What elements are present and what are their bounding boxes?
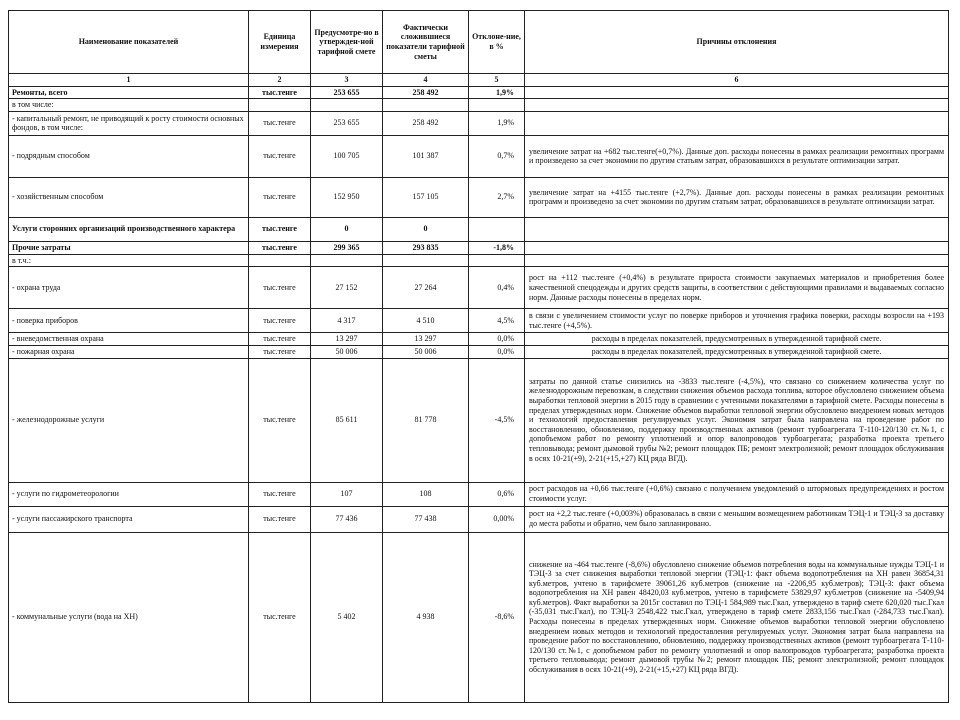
table-row: [9, 482, 949, 506]
row-deviation-cell: -1,8%: [469, 241, 525, 254]
row-name-cell: - железнодорожные услуги: [9, 358, 249, 482]
row-reason-cell: [525, 241, 949, 254]
header-actual: Фактически сложившиеся показатели тарифной сметы: [383, 11, 469, 74]
table-row: [9, 358, 949, 482]
row-reason-cell: [525, 99, 949, 112]
column-number: 4: [383, 74, 469, 87]
row-deviation-cell: 2,7%: [469, 177, 525, 217]
row-name-cell: - услуги пассажирского транспорта: [9, 506, 249, 532]
row-actual-cell: 258 492: [383, 111, 469, 135]
row-planned-cell: 107: [311, 482, 383, 506]
row-reason-cell: [525, 254, 949, 267]
row-unit-cell: тыс.тенге: [249, 135, 311, 177]
row-deviation-cell: [469, 217, 525, 241]
row-actual-cell: 293 835: [383, 241, 469, 254]
header-unit: Единица измерения: [249, 11, 311, 74]
table-row: [9, 532, 949, 702]
column-number: 3: [311, 74, 383, 87]
column-number: 6: [525, 74, 949, 87]
row-name-cell: - охрана труда: [9, 267, 249, 309]
row-planned-cell: 4 317: [311, 309, 383, 333]
row-reason-cell: [525, 111, 949, 135]
row-planned-cell: [311, 254, 383, 267]
row-name-cell: - капитальный ремонт, не приводящий к росту стоимости основных фондов, в том числе:: [9, 111, 249, 135]
row-actual-cell: [383, 99, 469, 112]
table-row: [9, 99, 949, 112]
row-name-cell: Прочие затраты: [9, 241, 249, 254]
table-row: [9, 345, 949, 358]
row-name-cell: - поверка приборов: [9, 309, 249, 333]
row-reason-cell: [525, 217, 949, 241]
row-deviation-cell: 0,0%: [469, 345, 525, 358]
deviation-report-sheet: [8, 10, 948, 703]
row-name-cell: - услуги по гидрометеорологии: [9, 482, 249, 506]
row-unit-cell: тыс.тенге: [249, 267, 311, 309]
row-name-cell: - вневедомственная охрана: [9, 333, 249, 346]
table-row: [9, 254, 949, 267]
table-row: [9, 135, 949, 177]
row-deviation-cell: 0,0%: [469, 333, 525, 346]
row-planned-cell: 50 006: [311, 345, 383, 358]
row-actual-cell: [383, 254, 469, 267]
row-actual-cell: 50 006: [383, 345, 469, 358]
row-deviation-cell: 0,4%: [469, 267, 525, 309]
table-row: [9, 217, 949, 241]
row-unit-cell: тыс.тенге: [249, 358, 311, 482]
row-deviation-cell: [469, 99, 525, 112]
row-name-cell: в том числе:: [9, 99, 249, 112]
row-name-cell: Ремонты, всего: [9, 86, 249, 99]
row-unit-cell: тыс.тенге: [249, 532, 311, 702]
table-row: [9, 86, 949, 99]
row-reason-cell: расходы в пределах показателей, предусмотренных в утвержденной тарифной смете.: [525, 345, 949, 358]
row-planned-cell: 100 705: [311, 135, 383, 177]
row-planned-cell: 13 297: [311, 333, 383, 346]
row-actual-cell: 13 297: [383, 333, 469, 346]
row-reason-cell: в связи с увеличением стоимости услуг по поверке приборов и уточнения графика поверки, расходы возросли на +193 тыс.тенге (+4,5%).: [525, 309, 949, 333]
row-reason-cell: снижение на -464 тыс.тенге (-8,6%) обусловлено снижение объемов потребления воды на коммунальные нужды ТЭЦ-1 и ТЭЦ-3 за счет снижения выработки тепловой энергии (ТЭЦ-1: факт объема водопотребления на ХН равен 36854,31 куб.метров, учтено в тарифсмете 39061,26 куб.метров (снижение на -2206,95 куб.метров); ТЭЦ-3: факт объема водопотребления на ХН равен 48420,03 куб.метров, учтено в тарифсмете 53829,97 куб.метров (снижение на -5409,94 куб.метров). Факт выработки за 2015г составил по ТЭЦ-1 584,989 тыс.Гкал, утверждено в тариф смете 620,020 тыс.Гкал (-35,031 тыс.Гкал), по ТЭЦ-3 2548,422 тыс.Гкал, утверждено в тариф смете 2833,156 тыс.Гкал (-284,733 тыс.Гкал). Расходы понесены в пределах утвержденных норм. Снижение объемов выработки тепловой энергии обусловлено внедрением новых методов и технологий предоставления регулируемых услуг. Экономия затрат была направлена на проведение работ по восстановлению, обновлению, поддержку производственных активов (ремонт турбоагрегата Т-110-120/130 ст.№1, с допобъемом работ по ремонту уплотнений и опор валопроводов турбоагрегата; разработка проекта третьего тепловывода; ремонт дымовой трубы №2; ремонт площадок ПБ; ремонт электролизной; ремонт площадок обслуживания в осях 10-21(+9), 2-21(+15,+27) КЦ ряда ВГД).: [525, 532, 949, 702]
table-row: [9, 111, 949, 135]
row-planned-cell: 5 402: [311, 532, 383, 702]
row-unit-cell: тыс.тенге: [249, 482, 311, 506]
row-reason-cell: расходы в пределах показателей, предусмотренных в утвержденной тарифной смете.: [525, 333, 949, 346]
row-name-cell: Услуги сторонних организаций производственного характера: [9, 217, 249, 241]
header-name: Наименование показателей: [9, 11, 249, 74]
header-deviation: Отклоне-ние, в %: [469, 11, 525, 74]
row-unit-cell: тыс.тенге: [249, 309, 311, 333]
row-actual-cell: 157 105: [383, 177, 469, 217]
row-name-cell: - пожарная охрана: [9, 345, 249, 358]
row-deviation-cell: -4,5%: [469, 358, 525, 482]
row-deviation-cell: [469, 254, 525, 267]
row-unit-cell: тыс.тенге: [249, 86, 311, 99]
row-unit-cell: тыс.тенге: [249, 111, 311, 135]
table-row: [9, 177, 949, 217]
row-actual-cell: 81 778: [383, 358, 469, 482]
header-reasons: Причины отклонения: [525, 11, 949, 74]
row-reason-cell: рост на +2,2 тыс.тенге (+0,003%) образовалась в связи с меньшим возмещением работникам ТЭЦ-1 и ТЭЦ-3 за доставку до места работы и обратно, чем было запланировано.: [525, 506, 949, 532]
table-row: [9, 333, 949, 346]
row-reason-cell: [525, 86, 949, 99]
header-row: [9, 11, 949, 74]
row-reason-cell: увеличение затрат на +4155 тыс.тенге (+2,7%). Данные доп. расходы понесены в рамках реализации ремонтных программ и произведено за счет экономии по другим статьям затрат, образовавшихся в результате оптимизации затрат.: [525, 177, 949, 217]
row-deviation-cell: -8,6%: [469, 532, 525, 702]
row-name-cell: в т.ч.:: [9, 254, 249, 267]
row-deviation-cell: 1,9%: [469, 111, 525, 135]
row-reason-cell: затраты по данной статье снизились на -3833 тыс.тенге (-4,5%), что связано со снижением количества услуг по железнодорожным перевозкам, в следствии снижения объемов расхода топлива, которое обусловлено снижением объема выработки тепловой энергии в 2015 году в сравнении с учтенными показателями в тарифной смете. Расходы понесены в пределах утвержденных норм. Снижение объемов выработки тепловой энергии обусловлено внедрением новых методов и технологий предоставления регулируемых услуг. Экономия затрат была направлена на проведение работ по восстановлению, обновлению, поддержку производственных активов (ремонт турбоагрегата Т-110-120/130 ст.№1, с допобъемом работ по ремонту уплотнений и опор валопроводов турбоагрегата; разработка проекта третьего тепловывода; ремонт дымовой трубы №2; ремонт площадок ПБ; ремонт электролизной; ремонт площадок обслуживания в осях 10-21(+9), 2-21(+15,+27) КЦ ряда ВГД).: [525, 358, 949, 482]
row-deviation-cell: 4,5%: [469, 309, 525, 333]
row-planned-cell: 77 436: [311, 506, 383, 532]
row-unit-cell: тыс.тенге: [249, 506, 311, 532]
row-deviation-cell: 0,7%: [469, 135, 525, 177]
row-reason-cell: увеличение затрат на +682 тыс.тенге(+0,7%). Данные доп. расходы понесены в рамках реализации ремонтных программ и произведено за счет экономии по другим статьям затрат, образовавшихся в результате оптимизации затрат.: [525, 135, 949, 177]
table-row: [9, 267, 949, 309]
row-planned-cell: 253 655: [311, 111, 383, 135]
row-deviation-cell: 0,6%: [469, 482, 525, 506]
row-actual-cell: 27 264: [383, 267, 469, 309]
row-unit-cell: тыс.тенге: [249, 345, 311, 358]
row-planned-cell: 85 611: [311, 358, 383, 482]
column-number: 1: [9, 74, 249, 87]
row-name-cell: - подрядным способом: [9, 135, 249, 177]
row-actual-cell: 4 510: [383, 309, 469, 333]
row-unit-cell: [249, 99, 311, 112]
row-unit-cell: [249, 254, 311, 267]
row-unit-cell: тыс.тенге: [249, 177, 311, 217]
row-planned-cell: 27 152: [311, 267, 383, 309]
row-planned-cell: 299 365: [311, 241, 383, 254]
deviation-report-table: [8, 10, 949, 703]
row-reason-cell: рост расходов на +0,66 тыс.тенге (+0,6%) связано с получением уведомлений о штормовых предупреждениях и ростом стоимости услуг.: [525, 482, 949, 506]
row-name-cell: - коммунальные услуги (вода на ХН): [9, 532, 249, 702]
row-planned-cell: 253 655: [311, 86, 383, 99]
header-planned: Предусмотре-но в утвержден-ной тарифной смете: [311, 11, 383, 74]
row-deviation-cell: 0,00%: [469, 506, 525, 532]
table-row: [9, 241, 949, 254]
table-row: [9, 309, 949, 333]
row-name-cell: - хозяйственным способом: [9, 177, 249, 217]
row-planned-cell: 152 950: [311, 177, 383, 217]
row-unit-cell: тыс.тенге: [249, 217, 311, 241]
row-planned-cell: 0: [311, 217, 383, 241]
column-number: 2: [249, 74, 311, 87]
row-actual-cell: 77 438: [383, 506, 469, 532]
row-actual-cell: 4 938: [383, 532, 469, 702]
column-number-row: [9, 74, 949, 87]
row-unit-cell: тыс.тенге: [249, 241, 311, 254]
row-actual-cell: 258 492: [383, 86, 469, 99]
row-actual-cell: 0: [383, 217, 469, 241]
column-number: 5: [469, 74, 525, 87]
row-deviation-cell: 1,9%: [469, 86, 525, 99]
row-planned-cell: [311, 99, 383, 112]
table-body: [9, 86, 949, 702]
row-unit-cell: тыс.тенге: [249, 333, 311, 346]
row-reason-cell: рост на +112 тыс.тенге (+0,4%) в результате прироста стоимости закупаемых материалов и приобретения более качественной спецодежды и других средств защиты, в соответствии с действующими правилами и выдаваемых согласно норм. Данные расходы понесены в пределах норм.: [525, 267, 949, 309]
row-actual-cell: 108: [383, 482, 469, 506]
row-actual-cell: 101 387: [383, 135, 469, 177]
table-row: [9, 506, 949, 532]
